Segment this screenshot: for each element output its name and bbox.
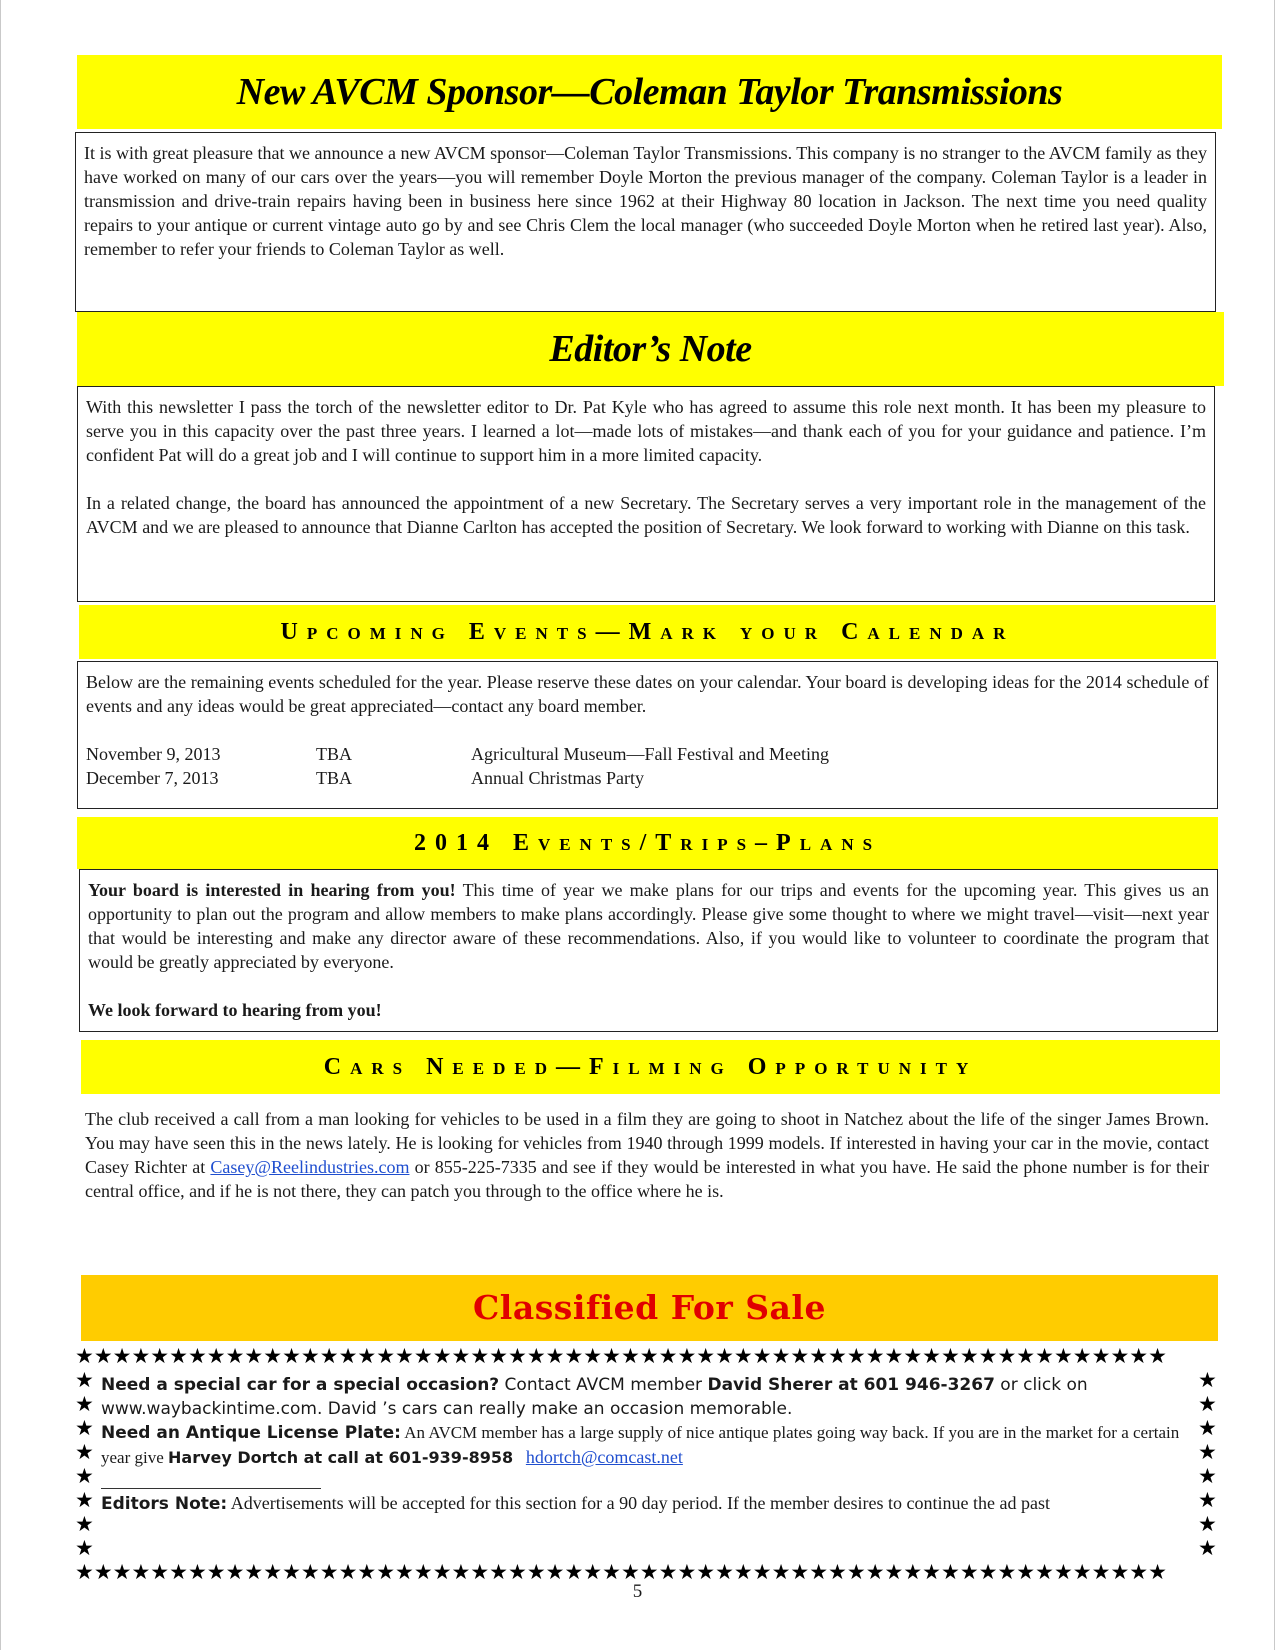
ad-plates-text: An AVCM member has a large supply of nice antique plates going way back. If you are in the market for a certain year give — [101, 1423, 1180, 1467]
event-time: TBA — [316, 768, 352, 788]
editors-note-box — [77, 386, 1215, 602]
classified-ad-car — [101, 1373, 1191, 1421]
classified-editors-note — [101, 1491, 1191, 1516]
sponsor-box — [75, 132, 1216, 312]
classified-note-label: Editors Note: — [101, 1494, 228, 1514]
plans-2014-closing: We look forward to hearing from you! — [88, 1000, 382, 1020]
classified-note-text: Advertisements will be accepted for this section for a 90 day period. If the member desires to continue the ad past — [227, 1493, 1050, 1513]
events-list — [86, 742, 1209, 790]
ad-car-text-end: or click on www.waybackintime.com. David ’s cars can really make an occasion memorable. — [101, 1375, 1088, 1419]
filming-heading: Cars Needed—Filming Opportunity — [81, 1040, 1220, 1094]
plans-2014-lead: Your board is interested in hearing from you! — [88, 880, 456, 900]
event-row — [86, 742, 1209, 766]
upcoming-events-intro: Below are the remaining events scheduled for the year. Please reserve these dates on your calendar. Your board is developing ideas for the 2014 schedule of events and any ideas would be great appreciated—contact any board member. — [86, 672, 1209, 716]
editors-note-heading: Editor’s Note — [77, 312, 1224, 386]
classified-divider — [101, 1470, 321, 1489]
ad-car-headline: Need a special car for a special occasion? — [101, 1375, 500, 1395]
ad-plates-email-link[interactable]: hdortch@comcast.net — [525, 1447, 683, 1467]
sponsor-body: It is with great pleasure that we announce a new AVCM sponsor—Coleman Taylor Transmissions. This company is no stranger to the AVCM family as they have worked on many of our cars over the years—you will remember Doyle Morton the previous manager of the company. Coleman Taylor is a leader in transmission and drive-train repairs having been in business here since 1962 at their Highway 80 location in Jackson. The next time you need quality repairs to your antique or current vintage auto go by and see Chris Clem the local manager (who succeeded Doyle Morton when he retired last year). Also, remember to refer your friends to Coleman Taylor as well. — [84, 143, 1207, 259]
star-border-left: ★ ★ ★ ★ ★ ★ ★ ★ — [75, 1368, 94, 1560]
editors-note-paragraph-1: With this newsletter I pass the torch of the newsletter editor to Dr. Pat Kyle who has agreed to assume this role next month. It has been my pleasure to serve you in this capacity over the past three years. I learned a lot—made lots of mistakes—and thank each of you for your guidance and patience. I’m confident Pat will do a great job and I will continue to support him in a more limited capacity. — [86, 397, 1206, 465]
plans-2014-text: This time of year we make plans for our trips and events for the upcoming year. This gives us an opportunity to plan out the program and allow members to make plans accordingly. Please give some thought to where we might travel—visit—next year that would be interesting and make any director aware of these recommendations. Also, if you would like to volunteer to coordinate the program that would be greatly appreciated by everyone. — [88, 880, 1210, 972]
upcoming-events-box — [77, 661, 1218, 809]
event-description: Annual Christmas Party — [471, 768, 644, 788]
sponsor-heading: New AVCM Sponsor—Coleman Taylor Transmissions — [77, 55, 1222, 129]
event-row — [86, 766, 1209, 790]
star-border-bottom: ★★★★★★★★★★★★★★★★★★★★★★★★★★★★★★★★★★★★★★★★★★★★★★★★★★★★★★★★★★ — [75, 1561, 1167, 1583]
event-date: November 9, 2013 — [86, 744, 221, 764]
star-border-top: ★★★★★★★★★★★★★★★★★★★★★★★★★★★★★★★★★★★★★★★★★★★★★★★★★★★★★★★★★★ — [75, 1345, 1167, 1367]
event-description: Agricultural Museum—Fall Festival and Meeting — [471, 744, 829, 764]
event-time: TBA — [316, 744, 352, 764]
classified-ads — [101, 1373, 1191, 1516]
filming-email-link[interactable]: Casey@Reelindustries.com — [210, 1157, 410, 1177]
plans-2014-box — [79, 869, 1218, 1032]
filming-text-end: or 855-225-7335 and see if they would be interested in what you have. He said the phone number is for their central office, and if he is not there, they can patch you through to the office where he is. — [85, 1157, 1209, 1201]
ad-car-contact: David Sherer at 601 946-3267 — [707, 1375, 995, 1395]
star-border-right: ★ ★ ★ ★ ★ ★ ★ ★ — [1198, 1368, 1217, 1560]
upcoming-events-heading: Upcoming Events—Mark your Calendar — [79, 605, 1216, 659]
classified-ad-plates — [101, 1421, 1191, 1470]
page-number: 5 — [632, 1581, 643, 1602]
ad-plates-headline: Need an Antique License Plate: — [101, 1423, 401, 1443]
ad-car-text: Contact AVCM member — [499, 1375, 708, 1395]
classified-title: Classified For Sale — [473, 1288, 826, 1327]
ad-plates-contact: Harvey Dortch at call at 601-939-8958 — [168, 1448, 514, 1467]
plans-2014-body — [88, 878, 1209, 974]
event-date: December 7, 2013 — [86, 768, 219, 788]
editors-note-paragraph-2: In a related change, the board has announced the appointment of a new Secretary. The Secretary serves a very important role in the management of the AVCM and we are pleased to announce that Dianne Carlton has accepted the position of Secretary. We look forward to working with Dianne on this task. — [86, 493, 1206, 537]
plans-2014-heading: 2014 Events/Trips–Plans — [77, 817, 1218, 869]
classified-banner — [81, 1275, 1218, 1341]
filming-body — [85, 1107, 1209, 1203]
left-page-edge — [0, 0, 1, 1650]
filming-text-start: The club received a call from a man looking for vehicles to be used in a film they are going to shoot in Natchez about the life of the singer James Brown. You may have seen this in the news lately. He is looking for vehicles from 1940 through 1999 models. If interested in having your car in the movie, contact Casey Richter at — [85, 1109, 1209, 1177]
